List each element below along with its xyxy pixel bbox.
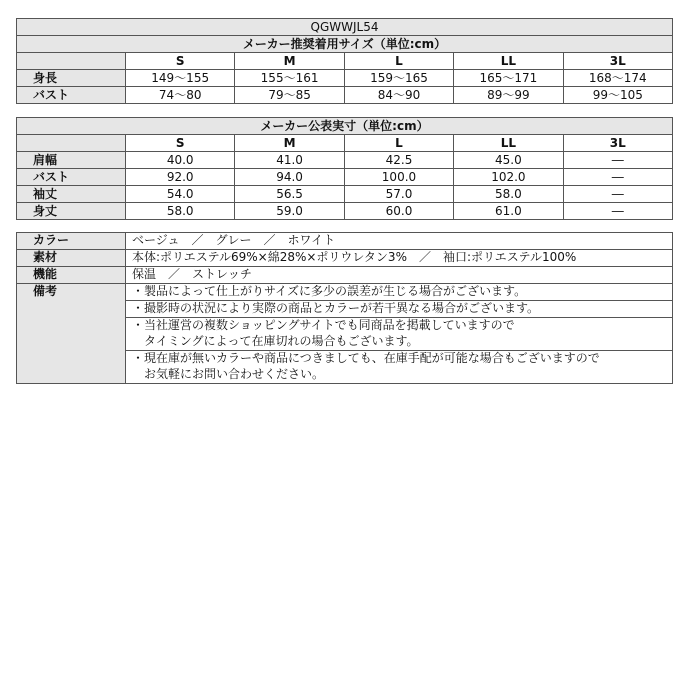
row-label: 身長: [17, 70, 126, 87]
note-item: [126, 318, 673, 351]
table-row: [17, 70, 673, 87]
size-header: M: [235, 135, 344, 152]
row-label: 袖丈: [17, 186, 126, 203]
size-header: LL: [454, 53, 563, 70]
measured-size-table: [16, 117, 673, 220]
table-row: [17, 186, 673, 203]
size-value: 155～161: [235, 70, 344, 87]
size-value: ―: [563, 169, 672, 186]
size-value: 41.0: [235, 152, 344, 169]
table-row: [17, 152, 673, 169]
table-row: [17, 203, 673, 220]
row-label: バスト: [17, 87, 126, 104]
corner-cell: [17, 135, 126, 152]
size-value: 92.0: [126, 169, 235, 186]
size-value: 60.0: [344, 203, 453, 220]
measured-table-title: メーカー公表実寸（単位:cm）: [17, 118, 673, 135]
size-value: 89～99: [454, 87, 563, 104]
size-value: 57.0: [344, 186, 453, 203]
size-value: 58.0: [126, 203, 235, 220]
color-label: カラー: [17, 233, 126, 250]
table-row: [17, 250, 673, 267]
material-label: 素材: [17, 250, 126, 267]
size-value: ―: [563, 186, 672, 203]
size-value: 56.5: [235, 186, 344, 203]
recommended-size-table: [16, 18, 673, 104]
size-value: 40.0: [126, 152, 235, 169]
size-value: 79～85: [235, 87, 344, 104]
size-header: S: [126, 135, 235, 152]
color-value: ベージュ ／ グレー ／ ホワイト: [126, 233, 673, 250]
size-header: S: [126, 53, 235, 70]
size-value: 100.0: [344, 169, 453, 186]
note-item: ・製品によって仕上がりサイズに多少の誤差が生じる場合がございます。: [126, 284, 673, 301]
size-value: 149～155: [126, 70, 235, 87]
size-value: ―: [563, 203, 672, 220]
size-header: 3L: [563, 53, 672, 70]
product-code: QGWWJL54: [17, 19, 673, 36]
size-value: 59.0: [235, 203, 344, 220]
material-value: 本体:ポリエステル69%×綿28%×ポリウレタン3% ／ 袖口:ポリエステル100%: [126, 250, 673, 267]
size-value: 58.0: [454, 186, 563, 203]
corner-cell: [17, 53, 126, 70]
size-value: ―: [563, 152, 672, 169]
recommended-table-title: メーカー推奨着用サイズ（単位:cm）: [17, 36, 673, 53]
row-label: 肩幅: [17, 152, 126, 169]
size-value: 74～80: [126, 87, 235, 104]
size-value: 94.0: [235, 169, 344, 186]
note-item: ・撮影時の状況により実際の商品とカラーが若干異なる場合がございます。: [126, 301, 673, 318]
size-value: 84～90: [344, 87, 453, 104]
function-value: 保温 ／ ストレッチ: [126, 267, 673, 284]
size-header: LL: [454, 135, 563, 152]
table-row: [17, 233, 673, 250]
size-value: 99～105: [563, 87, 672, 104]
size-header: 3L: [563, 135, 672, 152]
table-row: [17, 87, 673, 104]
size-value: 45.0: [454, 152, 563, 169]
table-row: [17, 284, 673, 301]
size-value: 61.0: [454, 203, 563, 220]
note-line: タイミングによって在庫切れの場合もございます。: [132, 333, 419, 348]
size-value: 159～165: [344, 70, 453, 87]
size-value: 42.5: [344, 152, 453, 169]
function-label: 機能: [17, 267, 126, 284]
note-line: ・当社運営の複数ショッピングサイトでも同商品を掲載していますので: [132, 318, 515, 332]
size-header: L: [344, 53, 453, 70]
size-header: M: [235, 53, 344, 70]
notes-label: 備考: [17, 284, 126, 384]
note-line: ・現在庫が無いカラーや商品につきましても、在庫手配が可能な場合もございますので: [132, 351, 600, 365]
table-row: [17, 267, 673, 284]
row-label: バスト: [17, 169, 126, 186]
table-row: [17, 169, 673, 186]
size-header: L: [344, 135, 453, 152]
product-info-table: [16, 232, 673, 384]
size-value: 165～171: [454, 70, 563, 87]
size-value: 102.0: [454, 169, 563, 186]
row-label: 身丈: [17, 203, 126, 220]
note-line: お気軽にお問い合わせください。: [132, 366, 325, 381]
note-item: [126, 351, 673, 384]
size-value: 54.0: [126, 186, 235, 203]
size-value: 168～174: [563, 70, 672, 87]
